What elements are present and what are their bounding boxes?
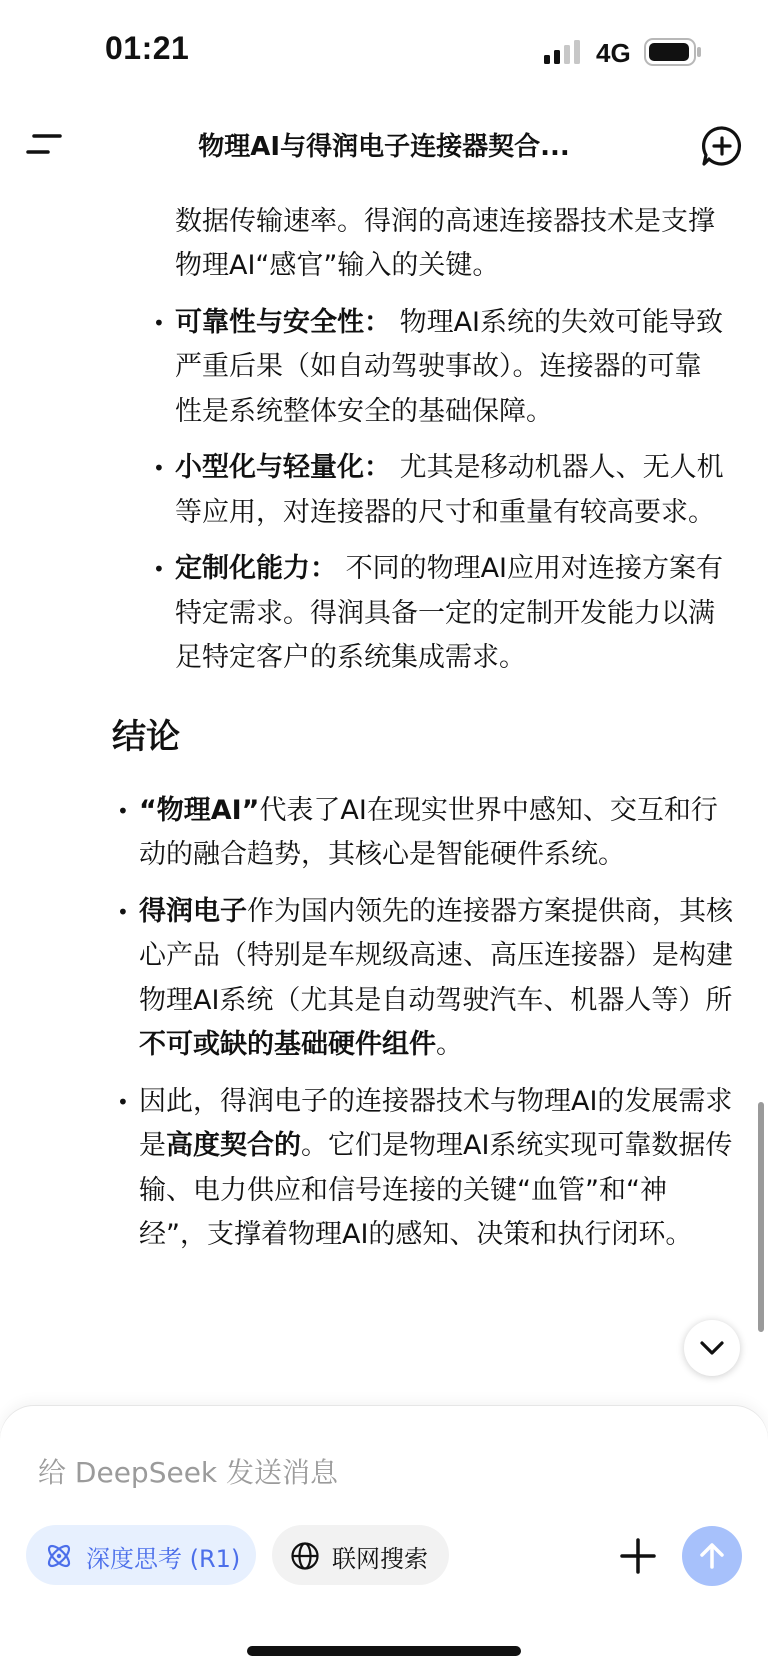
menu-icon [26, 124, 66, 164]
scroll-to-bottom-button[interactable] [684, 1320, 740, 1376]
list-item: • 因此，得润电子的连接器技术与物理AI的发展需求是高度契合的。它们是物理AI系统实现可靠数据传输、电力供应和信号连接的关键“血管”和“神经”，支撑着物理AI的感知、决策和执行闭环。 [139, 1080, 734, 1258]
web-search-button[interactable] [272, 1525, 449, 1585]
chat-header [0, 104, 768, 188]
assistant-message [0, 168, 768, 1408]
list-item: • 数据传输速率。得润的高速连接器技术是支撑物理AI“感官”输入的关键。 [175, 168, 728, 289]
list-item: • 小型化与轻量化： 尤其是移动机器人、无人机等应用，对连接器的尺寸和重量有较高要求。 [175, 446, 728, 535]
new-chat-icon [700, 124, 744, 168]
scrollbar[interactable] [758, 1102, 764, 1332]
network-label: 4G [596, 38, 631, 68]
list-item: • 得润电子作为国内领先的连接器方案提供商，其核心产品（特别是车规级高速、高压连接器）是构建物理AI系统（尤其是自动驾驶汽车、机器人等）所不可或缺的基础硬件组件。 [139, 890, 734, 1068]
deep-think-button[interactable] [26, 1525, 256, 1585]
status-bar [0, 0, 768, 104]
home-indicator [247, 1646, 521, 1656]
web-search-label: 联网搜索 [332, 1545, 428, 1573]
message-input[interactable] [36, 1446, 730, 1498]
list-item: • “物理AI”代表了AI在现实世界中感知、交互和行动的融合趋势，其核心是智能硬件系统。 [139, 789, 734, 878]
list-item: • 定制化能力： 不同的物理AI应用对连接方案有特定需求。得润具备一定的定制开发能力以满足特定客户的系统集成需求。 [175, 547, 728, 681]
send-button[interactable] [682, 1526, 742, 1586]
list-item: • 可靠性与安全性： 物理AI系统的失效可能导致严重后果（如自动驾驶事故）。连接器的可靠性是系统整体安全的基础保障。 [175, 301, 728, 435]
signal-icon [544, 40, 582, 64]
chevron-down-icon [698, 1336, 726, 1360]
new-chat-button[interactable] [700, 124, 744, 168]
battery-icon [644, 38, 702, 66]
menu-button[interactable] [26, 124, 66, 164]
atom-icon [44, 1541, 74, 1571]
plus-icon [618, 1536, 658, 1576]
requirements-list [0, 168, 768, 681]
conclusion-list [0, 789, 768, 1258]
globe-icon [290, 1541, 320, 1571]
chat-title[interactable]: 物理AI与得润电子连接器契合... [198, 132, 570, 162]
attach-button[interactable] [618, 1536, 658, 1576]
status-time: 01:21 [105, 30, 190, 66]
composer [0, 1406, 768, 1665]
deep-think-label: 深度思考 (R1) [86, 1545, 241, 1573]
arrow-up-icon [697, 1541, 727, 1571]
conclusion-heading: 结论 [112, 716, 180, 757]
